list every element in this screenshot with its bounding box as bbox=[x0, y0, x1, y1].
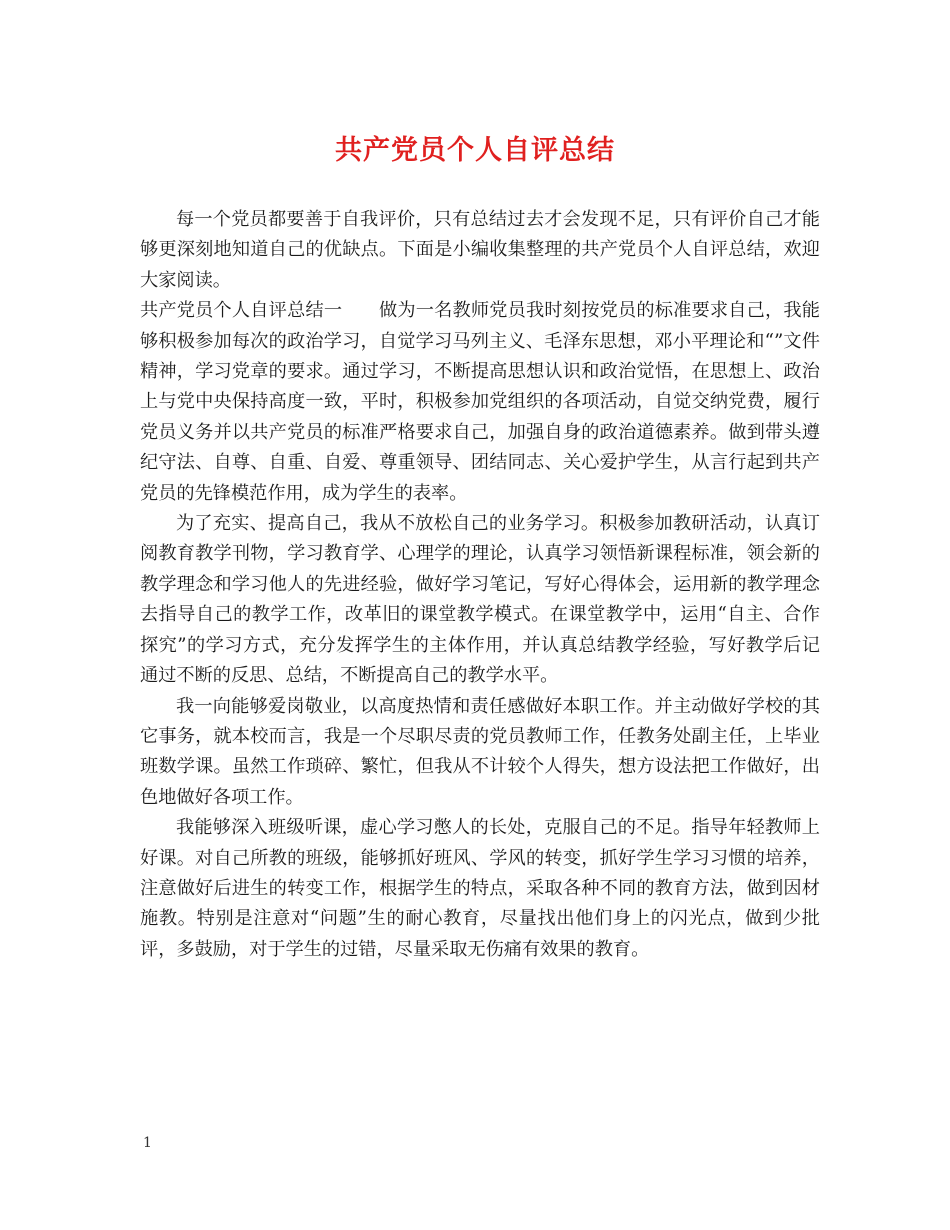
teaching-paragraph: 我能够深入班级听课，虚心学习憋人的长处，克服自己的不足。指导年轻教师上好课。对自己所教的班级，能够抓好班风、学风的转变，抓好学生学习习惯的培养，注意做好后进生的转变工作，根据学生的特点，采取各种不同的教育方法，做到因材施教。特别是注意对“问题”生的耐心教育，尽量找出他们身上的闪光点，做到少批评，多鼓励，对于学生的过错，尽量采取无伤痛有效果的教育。 bbox=[140, 817, 820, 960]
section-one-paragraph: 共产党员个人自评总结一 做为一名教师党员我时刻按党员的标准要求自己，我能够积极参加每次的政治学习，自觉学习马列主义、毛泽东思想，邓小平理论和“”文件精神，学习党章的要求。通过学习，不断提高思想认识和政治觉悟，在思想上、政治上与党中央保持高度一致，平时，积极参加党组织的各项活动，自觉交纳党费，履行党员义务并以共产党员的标准严格要求自己，加强自身的政治道德素养。做到带头遵纪守法、自尊、自重、自爱、尊重领导、团结同志、关心爱护学生，从言行起到共产党员的先锋模范作用，成为学生的表率。 bbox=[140, 300, 820, 504]
intro-paragraph: 每一个党员都要善于自我评价，只有总结过去才会发现不足，只有评价自己才能够更深刻地知道自己的优缺点。下面是小编收集整理的共产党员个人自评总结，欢迎大家阅读。 bbox=[140, 209, 820, 291]
page-number: 1 bbox=[143, 1135, 152, 1151]
work-paragraph: 我一向能够爱岗敬业，以高度热情和责任感做好本职工作。并主动做好学校的其它事务，就本校而言，我是一个尽职尽责的党员教师工作，任教务处副主任，上毕业班数学课。虽然工作琐碎、繁忙，但我从不计较个人得失，想方设法把工作做好，出色地做好各项工作。 bbox=[140, 695, 820, 808]
document-title: 共产党员个人自评总结 bbox=[335, 135, 615, 166]
document-body bbox=[140, 205, 820, 965]
study-paragraph: 为了充实、提高自己，我从不放松自己的业务学习。积极参加教研活动，认真订阅教育教学刊物，学习教育学、心理学的理论，认真学习领悟新课程标准，领会新的教学理念和学习他人的先进经验，做好学习笔记，写好心得体会，运用新的教学理念去指导自己的教学工作，改革旧的课堂教学模式。在课堂教学中，运用“自主、合作探究”的学习方式，充分发挥学生的主体作用，并认真总结教学经验，写好教学后记通过不断的反思、总结，不断提高自己的教学水平。 bbox=[140, 513, 820, 687]
